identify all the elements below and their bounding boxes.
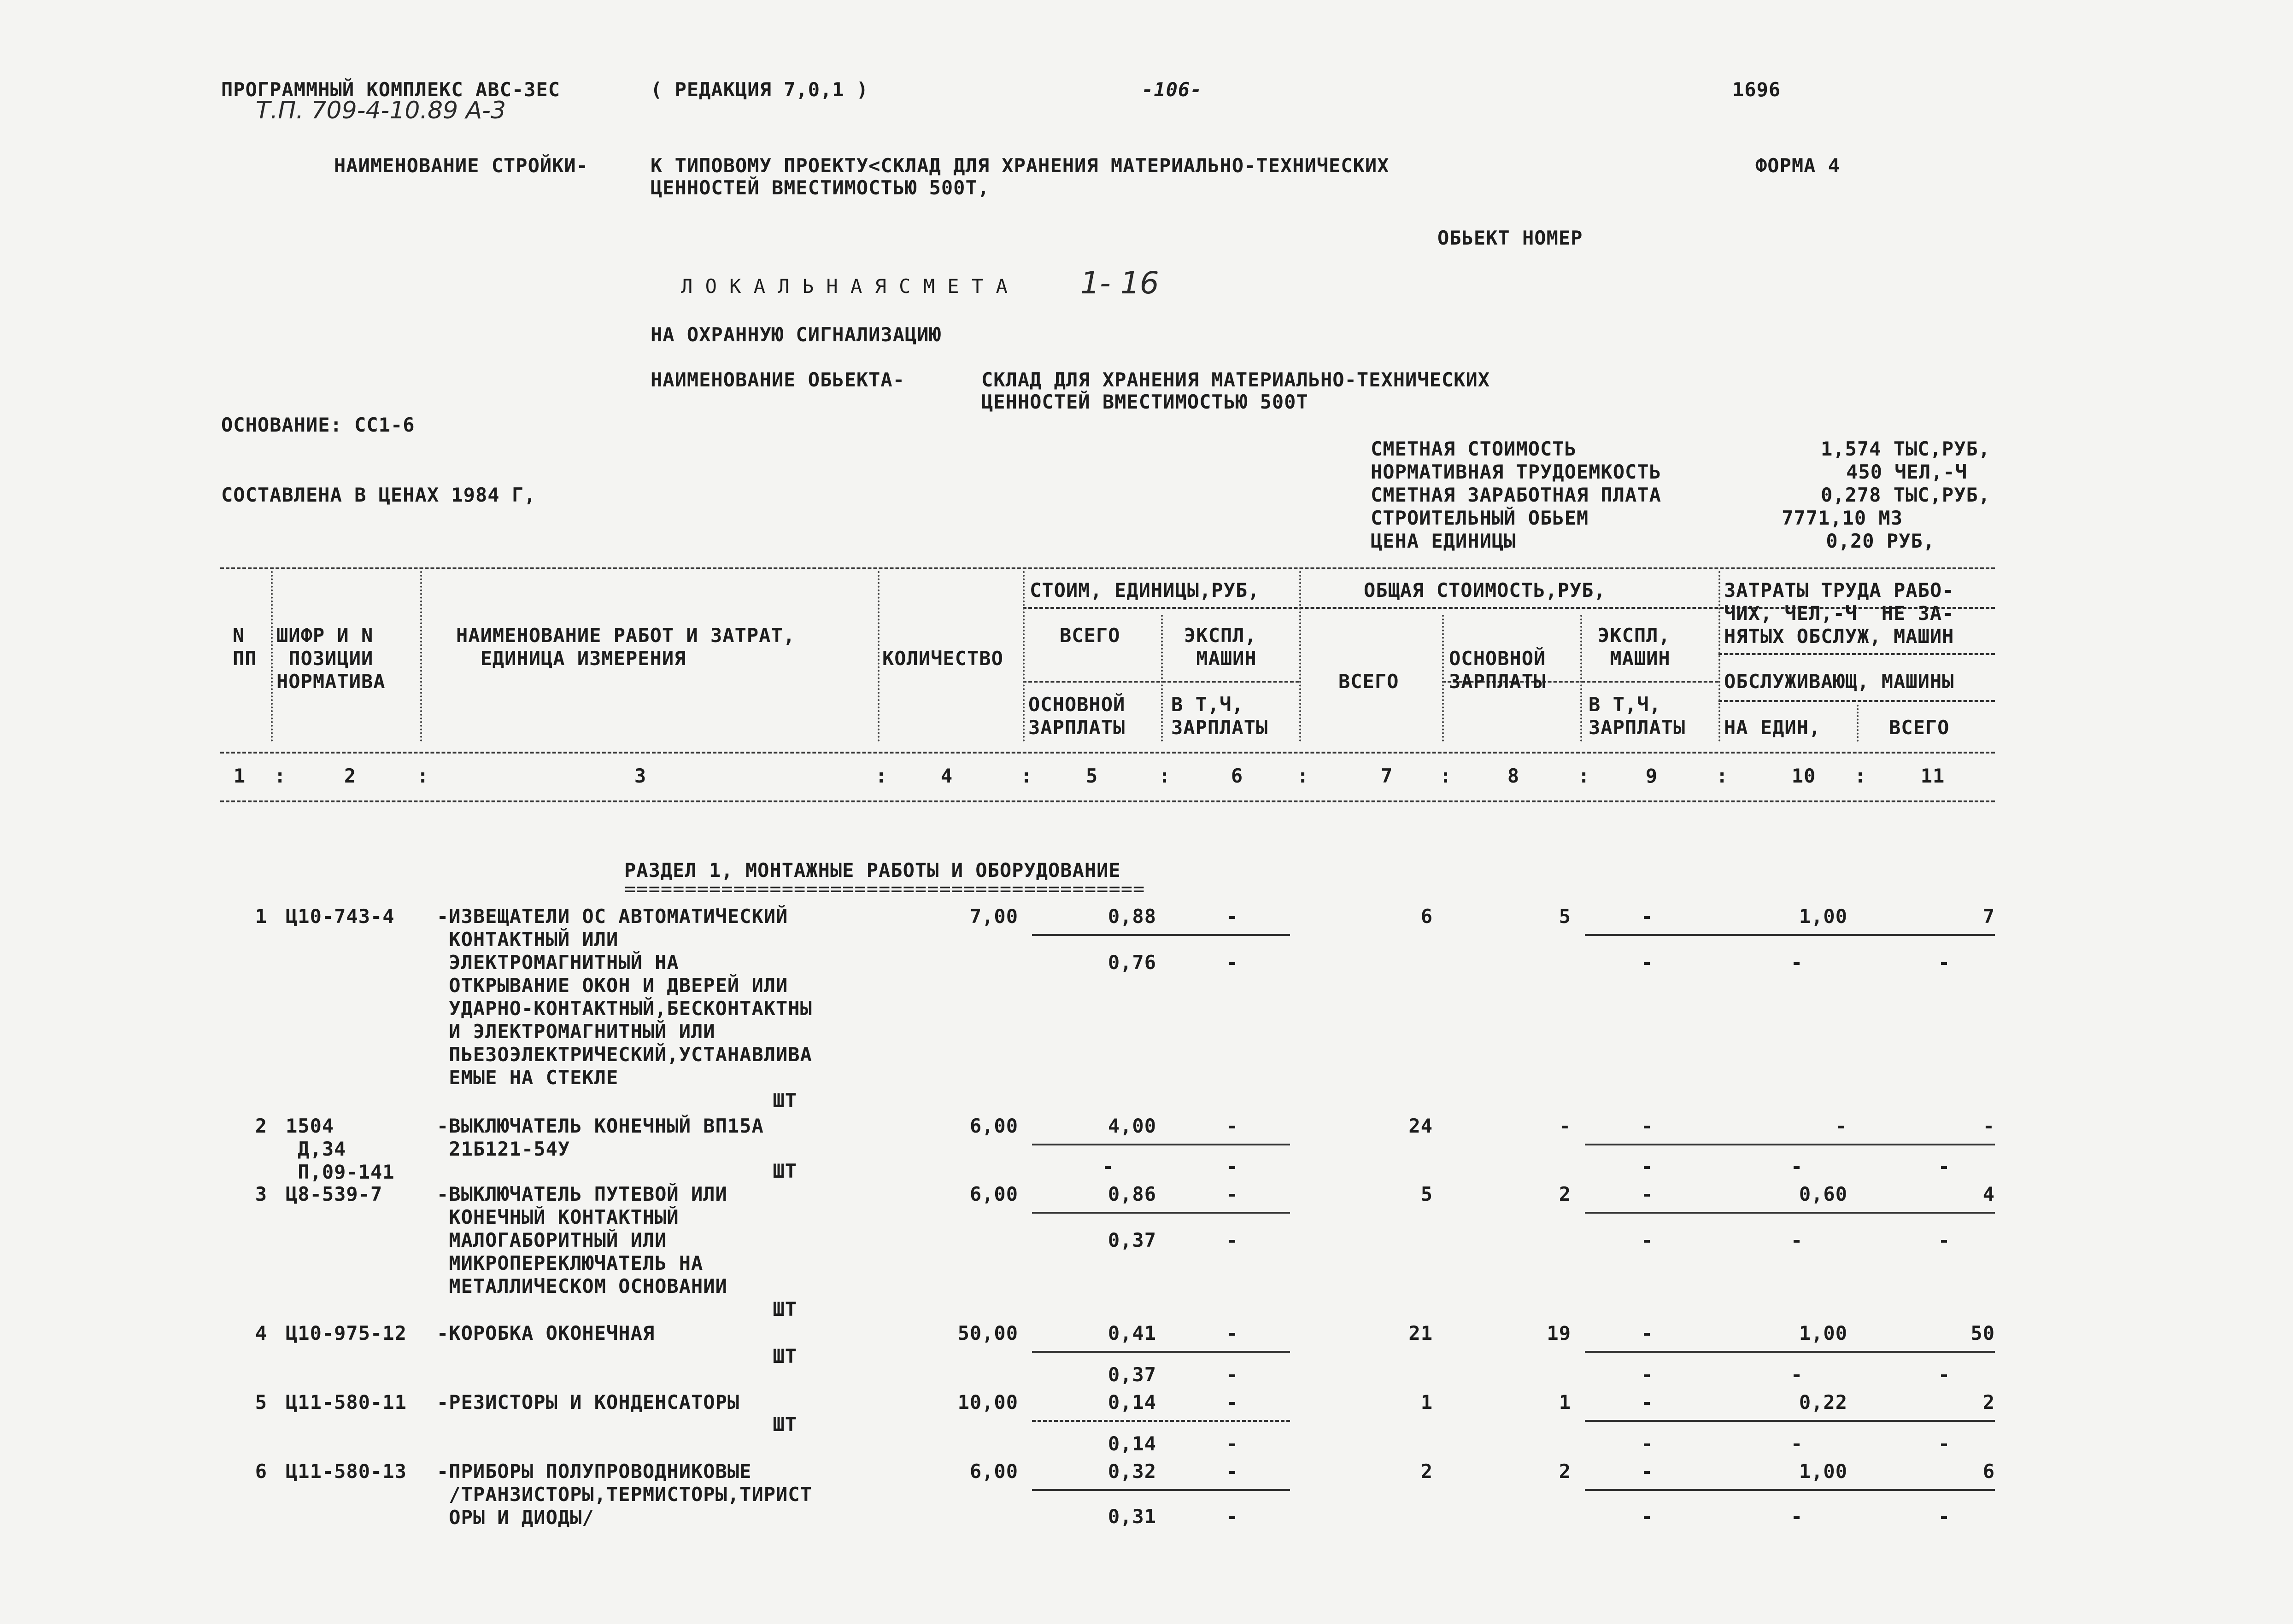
row-labor-service-total: - [1938,1229,1951,1251]
row-unit-total: 4,00 [1108,1115,1156,1137]
row-total-wage: 19 [1547,1322,1571,1344]
header-unit-base-wage: ОСНОВНОЙ ЗАРПЛАТЫ [1028,693,1126,739]
program-name: ПРОГРАММНЫЙ КОМПЛЕКС АВС-3ЕС [221,78,561,101]
row-total-wage: 5 [1559,905,1571,928]
row-labor-unit: 1,00 [1799,1460,1847,1483]
row-cost-rule [1032,934,1290,936]
header-unit-incl-wage: В Т,Ч, ЗАРПЛАТЫ [1171,693,1268,739]
row-labor-unit: - [1835,1115,1847,1137]
row-unit-expl-wage: - [1226,951,1239,974]
column-separator: : [1854,765,1867,787]
row-unit-expl-wage: - [1226,1505,1239,1528]
column-divider [1161,615,1163,742]
column-separator: : [875,765,888,787]
row-unit-wage: 0,76 [1108,951,1156,974]
row-quantity: 7,00 [969,905,1018,928]
row-labor-service-total: - [1938,1505,1951,1528]
row-total-wage: 2 [1559,1460,1571,1483]
column-divider [420,571,422,742]
row-code: Ц10-975-12 [286,1322,407,1344]
row-unit: ШТ [773,1413,797,1436]
header-unit-cost-group: СТОИМ, ЕДИНИЦЫ,РУБ, [1030,579,1260,602]
page-number: -106- [1142,78,1202,101]
row-labor-total: 2 [1982,1391,1995,1414]
column-separator: : [274,765,287,787]
column-number: 6 [1231,765,1243,787]
row-unit-expl: - [1226,1183,1239,1205]
column-separator: : [1020,765,1033,787]
column-divider [1023,571,1025,742]
construction-line2: ЦЕННОСТЕЙ ВМЕСТИМОСТЬЮ 500Т, [651,176,990,199]
row-total: 24 [1408,1115,1433,1137]
row-total-wage: 1 [1559,1391,1571,1414]
row-labor-unit: 1,00 [1799,1322,1847,1344]
column-number: 10 [1791,765,1816,787]
row-total-expl: - [1641,905,1654,928]
row-code: Ц11-580-13 [286,1460,407,1483]
header-labor-group: ЗАТРАТЫ ТРУДА РАБО- ЧИХ, ЧЕЛ,-Ч НЕ ЗА- НЯТЫХ ОБСЛУЖ, МАШИН [1724,579,1954,648]
header-total-incl-wage: В Т,Ч, ЗАРПЛАТЫ [1589,693,1686,739]
row-labor-service-unit: - [1790,1505,1803,1528]
column-separator: : [417,765,429,787]
summary-label: СМЕТНАЯ СТОИМОСТЬ [1371,438,1577,460]
row-total: 1 [1420,1391,1433,1414]
object-line1: СКЛАД ДЛЯ ХРАНЕНИЯ МАТЕРИАЛЬНО-ТЕХНИЧЕСКИХ [981,368,1490,391]
object-label: НАИМЕНОВАНИЕ ОБЬЕКТА- [651,368,905,391]
row-number: 2 [255,1115,267,1137]
row-unit: ШТ [773,1298,797,1320]
estimate-subject: НА ОХРАННУЮ СИГНАЛИЗАЦИЮ [651,323,941,346]
row-work-name: -ВЫКЛЮЧАТЕЛЬ КОНЕЧНЫЙ ВП15А 21Б121-54У [437,1115,764,1160]
section-title: РАЗДЕЛ 1, МОНТАЖНЫЕ РАБОТЫ И ОБОРУДОВАНИЕ [624,859,1121,882]
row-total-expl: - [1641,1391,1654,1414]
row-code: Ц8-539-7 [286,1183,383,1205]
row-labor-service-unit: - [1790,1432,1803,1455]
row-unit: ШТ [773,1160,797,1182]
header-work-name: НАИМЕНОВАНИЕ РАБОТ И ЗАТРАТ, ЕДИНИЦА ИЗМЕРЕНИЯ [456,624,796,670]
header-n-pp: N ПП [233,624,257,670]
column-divider [271,571,273,742]
header-bottom-rule [220,752,1995,754]
row-cost-rule [1032,1420,1290,1422]
row-unit: ШТ [773,1089,797,1112]
row-labor-service-unit: - [1790,1363,1803,1386]
header-labor-unit: НА ЕДИН, [1724,716,1821,739]
object-number-label: ОБЬЕКТ НОМЕР [1437,227,1583,249]
row-total-expl-wage: - [1641,1229,1654,1251]
summary-value: 1,574 ТЫС,РУБ, [1820,438,1990,460]
row-total-expl-wage: - [1641,951,1654,974]
row-total-wage: 2 [1559,1183,1571,1205]
row-work-name: -ВЫКЛЮЧАТЕЛЬ ПУТЕВОЙ ИЛИ КОНЕЧНЫЙ КОНТАКТНЫЙ МАЛОГАБОРИТНЫЙ ИЛИ МИКРОПЕРЕКЛЮЧАТЕЛЬ НА МЕТАЛЛИЧЕСКОМ ОСНОВАНИИ [437,1183,727,1297]
row-total-rule [1585,1144,1995,1145]
row-labor-unit: 1,00 [1799,905,1847,928]
summary-value: 0,278 ТЫС,РУБ, [1820,484,1990,506]
row-total-expl-wage: - [1641,1432,1654,1455]
row-cost-rule [1032,1144,1290,1145]
edition: ( РЕДАКЦИЯ 7,0,1 ) [651,78,869,101]
column-number: 8 [1507,765,1520,787]
column-divider [1718,571,1720,742]
row-total-expl: - [1641,1460,1654,1483]
row-labor-service-unit: - [1790,951,1803,974]
row-labor-total: 7 [1982,905,1995,928]
row-total-rule [1585,1351,1995,1353]
row-number: 5 [255,1391,267,1414]
row-total-wage: - [1559,1115,1571,1137]
row-labor-total: 4 [1982,1183,1995,1205]
row-total-expl: - [1641,1322,1654,1344]
row-total-expl-wage: - [1641,1505,1654,1528]
column-divider [878,571,880,742]
document-number: 1696 [1732,78,1781,101]
row-unit-expl: - [1226,1460,1239,1483]
row-work-name: -РЕЗИСТОРЫ И КОНДЕНСАТОРЫ [437,1391,740,1414]
row-unit-wage: 0,37 [1108,1363,1156,1386]
row-unit-expl: - [1226,1115,1239,1137]
row-labor-service-unit: - [1790,1229,1803,1251]
construction-label: НАИМЕНОВАНИЕ СТРОЙКИ- [334,154,589,177]
row-quantity: 6,00 [969,1460,1018,1483]
column-number: 2 [344,765,357,787]
row-total-rule [1585,934,1995,936]
row-unit-expl-wage: - [1226,1363,1239,1386]
column-separator: : [1297,765,1309,787]
row-unit-expl-wage: - [1226,1155,1239,1178]
header-unit-expl: ЭКСПЛ, МАШИН [1184,624,1257,670]
row-code: Ц10-743-4 [286,905,395,928]
column-separator: : [1440,765,1452,787]
header-unit-total: ВСЕГО [1060,624,1120,647]
column-number: 3 [634,765,647,787]
row-unit: ШТ [773,1345,797,1367]
column-number: 4 [940,765,953,787]
row-labor-unit: 0,22 [1799,1391,1847,1414]
row-labor-service-unit: - [1790,1155,1803,1178]
column-separator: : [1578,765,1590,787]
construction-line1: К ТИПОВОМУ ПРОЕКТУ<СКЛАД ДЛЯ ХРАНЕНИЯ МАТЕРИАЛЬНО-ТЕХНИЧЕСКИХ [651,154,1390,177]
header-quantity: КОЛИЧЕСТВО [882,647,1003,670]
row-number: 1 [255,905,267,928]
row-unit-expl: - [1226,1391,1239,1414]
column-number: 9 [1645,765,1658,787]
price-basis: СОСТАВЛЕНА В ЦЕНАХ 1984 Г, [221,484,536,506]
basis: ОСНОВАНИЕ: СС1-6 [221,414,415,436]
header-number-rule [220,800,1995,802]
row-total-expl: - [1641,1183,1654,1205]
row-unit-wage: - [1102,1155,1114,1178]
row-unit-total: 0,88 [1108,905,1156,928]
header-labor-service: ОБСЛУЖИВАЮЩ, МАШИНЫ [1724,670,1954,693]
row-total: 2 [1420,1460,1433,1483]
row-labor-unit: 0,60 [1799,1183,1847,1205]
column-divider [1442,615,1444,742]
row-unit-expl: - [1226,905,1239,928]
row-cost-rule [1032,1212,1290,1214]
row-work-name: -ИЗВЕЩАТЕЛИ ОС АВТОМАТИЧЕСКИЙ КОНТАКТНЫЙ ИЛИ ЭЛЕКТРОМАГНИТНЫЙ НА ОТКРЫВАНИЕ ОКОН И ДВЕРЕЙ ИЛИ УДАРНО-КОНТАКТНЫЙ,БЕСКОНТАКТНЫ И ЭЛЕКТРОМАГНИТНЫЙ ИЛИ ПЬЕЗОЭЛЕКТРИЧЕСКИЙ,УСТАНАВЛИВА ЕМЫЕ НА СТЕКЛЕ [437,905,812,1089]
summary-label: СТРОИТЕЛЬНЫЙ ОБЬЕМ [1371,507,1589,529]
column-divider [1299,571,1301,742]
header-sub-rule [1718,700,1995,702]
row-number: 3 [255,1183,267,1205]
row-labor-service-total: - [1938,951,1951,974]
row-unit-total: 0,41 [1108,1322,1156,1344]
row-labor-service-total: - [1938,1432,1951,1455]
row-work-name: -КОРОБКА ОКОНЕЧНАЯ [437,1322,655,1344]
row-total: 5 [1420,1183,1433,1205]
summary-label: ЦЕНА ЕДИНИЦЫ [1371,530,1516,552]
form-label: ФОРМА 4 [1755,154,1841,177]
summary-value: 0,20 РУБ, [1826,530,1935,552]
handwritten-reference: Т.П. 709-4-10.89 А-3 [256,97,506,124]
row-work-name: -ПРИБОРЫ ПОЛУПРОВОДНИКОВЫЕ /ТРАНЗИСТОРЫ,ТЕРМИСТОРЫ,ТИРИСТ ОРЫ И ДИОДЫ/ [437,1460,812,1529]
row-unit-expl: - [1226,1322,1239,1344]
column-number: 11 [1920,765,1945,787]
row-labor-service-total: - [1938,1155,1951,1178]
row-labor-total: 50 [1970,1322,1995,1344]
row-code: Ц11-580-11 [286,1391,407,1414]
column-separator: : [1159,765,1171,787]
header-total-all: ВСЕГО [1338,670,1399,693]
row-total-expl-wage: - [1641,1363,1654,1386]
row-unit-total: 0,14 [1108,1391,1156,1414]
header-code: ШИФР И N ПОЗИЦИИ НОРМАТИВА [276,624,386,693]
column-number: 1 [233,765,246,787]
row-unit-total: 0,86 [1108,1183,1156,1205]
section-underline: =========================================== [624,877,1145,900]
header-labor-total: ВСЕГО [1889,716,1950,739]
row-total-expl: - [1641,1115,1654,1137]
row-quantity: 6,00 [969,1115,1018,1137]
row-number: 6 [255,1460,267,1483]
row-total-rule [1585,1212,1995,1214]
row-unit-wage: 0,31 [1108,1505,1156,1528]
row-total-expl-wage: - [1641,1155,1654,1178]
header-sub-rule [1718,653,1995,655]
row-cost-rule [1032,1351,1290,1353]
column-number: 5 [1085,765,1098,787]
row-total: 6 [1420,905,1433,928]
row-labor-total: - [1982,1115,1995,1137]
row-number: 4 [255,1322,267,1344]
column-number: 7 [1380,765,1393,787]
object-line2: ЦЕННОСТЕЙ ВМЕСТИМОСТЬЮ 500Т [981,391,1308,413]
column-separator: : [1716,765,1729,787]
summary-label: СМЕТНАЯ ЗАРАБОТНАЯ ПЛАТА [1371,484,1661,506]
row-labor-service-total: - [1938,1363,1951,1386]
column-divider [1580,615,1582,742]
row-total-rule [1585,1489,1995,1491]
column-divider [1857,705,1859,742]
summary-label: НОРМАТИВНАЯ ТРУДОЕМКОСТЬ [1371,461,1661,483]
summary-value: 7771,10 М3 [1782,507,1903,529]
row-unit-expl-wage: - [1226,1432,1239,1455]
row-unit-total: 0,32 [1108,1460,1156,1483]
row-unit-wage: 0,37 [1108,1229,1156,1251]
row-total-rule [1585,1420,1995,1422]
row-cost-rule [1032,1489,1290,1491]
summary-value: 450 ЧЕЛ,-Ч [1846,461,1967,483]
estimate-title: Л О К А Л Ь Н А Я С М Е Т А [681,275,1008,298]
row-unit-wage: 0,14 [1108,1432,1156,1455]
header-total-base-wage: ОСНОВНОЙ ЗАРПЛАТЫ [1449,647,1546,693]
row-unit-expl-wage: - [1226,1229,1239,1251]
estimate-handwritten-number: 1- 16 [1080,265,1159,301]
row-quantity: 10,00 [957,1391,1018,1414]
row-quantity: 50,00 [957,1322,1018,1344]
row-quantity: 6,00 [969,1183,1018,1205]
row-total: 21 [1408,1322,1433,1344]
header-total-expl: ЭКСПЛ, МАШИН [1598,624,1671,670]
row-code: 1504 Д,34 П,09-141 [286,1115,395,1183]
header-top-rule [220,567,1995,569]
row-labor-total: 6 [1982,1460,1995,1483]
header-total-cost-group: ОБЩАЯ СТОИМОСТЬ,РУБ, [1364,579,1606,602]
